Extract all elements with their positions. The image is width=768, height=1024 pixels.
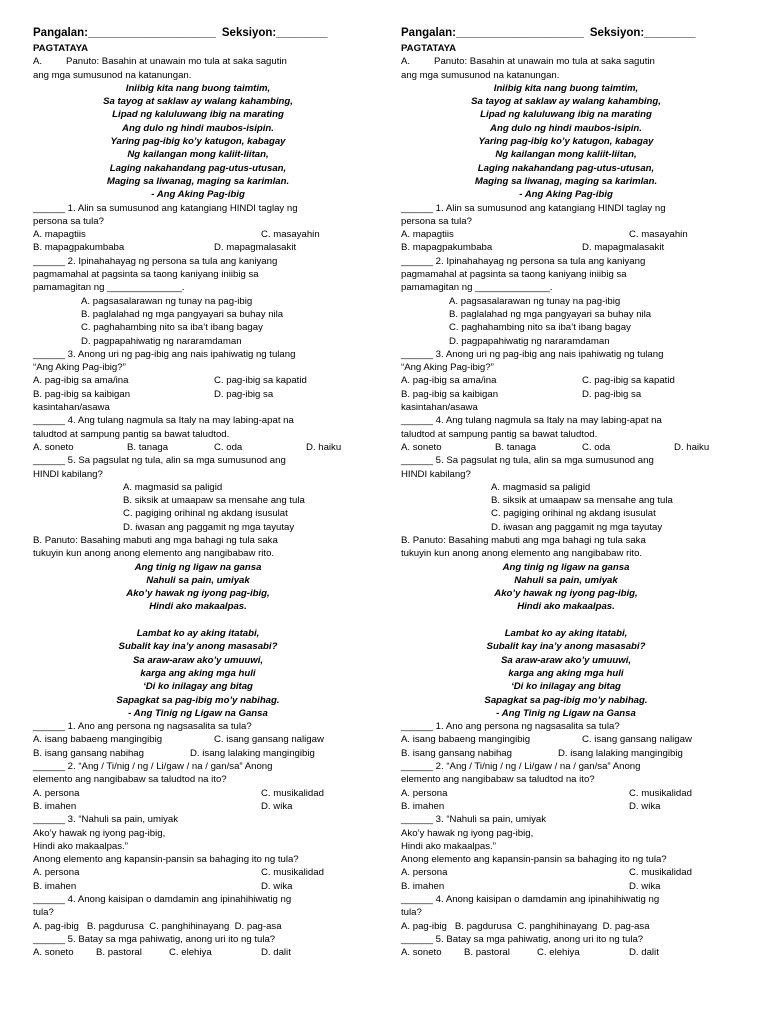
poem-line: Yaring pag-ibig ko’y katugon, kabagay (110, 136, 286, 148)
choice-b: B. pastoral (464, 947, 510, 959)
name-label: Pangalan: (33, 27, 88, 39)
poem-line: Hindi ako makaalpas. (517, 601, 615, 613)
partA-question-2 (401, 255, 731, 348)
question-text: ______ 1. Ano ang persona ng nagsasalita sa tula? (401, 721, 620, 733)
partA-question-4 (33, 414, 363, 454)
choice-a: A. mapagtiis (33, 229, 86, 241)
choice-b: B. imahen (33, 800, 77, 812)
poem-line: Iniibig kita nang buong taimtim, (125, 82, 271, 94)
partB-question-5 (401, 933, 731, 960)
question-text: tula? (401, 907, 422, 919)
poem-line: Sapagkat sa pag-ibig mo’y nabihag. (484, 694, 648, 706)
question-text: HINDI kabilang? (401, 468, 471, 480)
choice-b: B. paglalahad ng mga pangyayari sa buhay nila (449, 308, 652, 320)
question-text: ______ 3. Anong uri ng pag-ibig ang nais ipahiwatig ng tulang (401, 348, 664, 360)
poem-line: Sa tayog at saklaw ay walang kahambing, (103, 96, 293, 108)
choice-d: D. mapagmalasakit (582, 242, 665, 254)
choice-c: C. elehiya (169, 947, 212, 959)
partB-question-1 (33, 720, 363, 760)
partA-question-5 (401, 454, 731, 534)
poem-line: Lambat ko ay aking itatabi, (136, 628, 260, 640)
choice-b: B. imahen (33, 880, 77, 892)
choice-c: C. pag-ibig sa kapatid (214, 375, 307, 387)
choice-a: A. pagsasalarawan ng tunay na pag-ibig (81, 295, 253, 307)
choice-b: B. pag-ibig sa kaibigan (33, 388, 131, 400)
poem-line: Sapagkat sa pag-ibig mo’y nabihag. (116, 694, 280, 706)
partA-instruction-2: ang mga sumusunod na katanungan. (401, 69, 560, 81)
question-text: Anong elemento ang kapansin-pansin sa bahaging ito ng tula? (401, 854, 667, 866)
choice-b: B. imahen (401, 880, 445, 892)
partA-instruction-1: A. Panuto: Basahin at unawain mo tula at saka sagutin (33, 56, 287, 68)
choice-a: A. mapagtiis (401, 229, 454, 241)
choice-c: C. oda (582, 441, 611, 453)
choice-d: D. iwasan ang paggamit ng mga tayutay (123, 521, 295, 533)
choice-d: D. wika (629, 800, 661, 812)
question-text: ______ 2. “Ang / Ti/nig / ng / Li/gaw / na / gan/sa” Anong (401, 761, 641, 773)
choice-b: B. tanaga (495, 441, 537, 453)
choice-a: A. persona (401, 787, 448, 799)
partA-question-3 (33, 348, 363, 414)
question-text: “Ang Aking Pag-ibig?” (401, 362, 494, 374)
poem-line: Yaring pag-ibig ko’y katugon, kabagay (478, 136, 654, 148)
poem-line: Nahuli sa pain, umiyak (514, 574, 618, 586)
poem-line: Ang dulo ng hindi maubos-isipin. (490, 122, 642, 134)
question-text: tula? (33, 907, 54, 919)
partA-question-1 (401, 202, 731, 255)
choice-b: B. mapagpakumbaba (401, 242, 493, 254)
poem-line: Nahuli sa pain, umiyak (146, 574, 250, 586)
question-text: ______ 1. Alin sa sumusunod ang katangiang HINDI taglay ng (33, 202, 298, 214)
poem-line: Maging sa liwanag, maging sa karimlan. (474, 175, 658, 187)
question-text: ______ 5. Batay sa mga pahiwatig, anong uri ito ng tula? (33, 933, 276, 945)
choice-c: C. musikalidad (261, 787, 324, 799)
partB-instruction-1: B. Panuto: Basahing mabuti ang mga bahagi ng tula saka (33, 534, 278, 546)
partB-question-4 (401, 893, 731, 933)
partB-question-2 (401, 760, 731, 813)
poem-line: Ang tinig ng ligaw na gansa (502, 561, 630, 573)
choice-a: A. pag-ibig sa ama/ina (401, 375, 497, 387)
poem-line: Maging sa liwanag, maging sa karimlan. (106, 175, 290, 187)
poem-line: Ang dulo ng hindi maubos-isipin. (122, 122, 274, 134)
choice-b: B. isang gansang nabihag (401, 747, 512, 759)
choices-row: A. pag-ibig B. pagdurusa C. panghihinayang D. pag-asa (33, 920, 282, 932)
choice-d: D. dalit (261, 947, 291, 959)
stanza-gap (33, 614, 363, 627)
choice-b: B. mapagpakumbaba (33, 242, 125, 254)
choice-c: C. elehiya (537, 947, 580, 959)
partA-question-3 (401, 348, 731, 414)
poem-line: karga ang aking mga huli (140, 667, 256, 679)
partB-instruction-1: B. Panuto: Basahing mabuti ang mga bahagi ng tula saka (401, 534, 646, 546)
choice-a: A. isang babaeng mangingibig (401, 734, 531, 746)
choice-b: B. pag-ibig sa kaibigan (401, 388, 499, 400)
choice-b: B. siksik at umaapaw sa mensahe ang tula (491, 495, 673, 507)
poem-line: Sa araw-araw ako’y umuuwi, (500, 654, 632, 666)
partA-instruction-2: ang mga sumusunod na katanungan. (33, 69, 192, 81)
choice-a: A. persona (401, 867, 448, 879)
poem-line: Sa araw-araw ako’y umuuwi, (132, 654, 264, 666)
choice-d-continued: kasintahan/asawa (33, 402, 110, 414)
question-text: pamamagitan ng ______________. (33, 282, 185, 294)
name-blank: ____________________ (87, 27, 216, 39)
question-text: ______ 3. “Nahuli sa pain, umiyak (33, 814, 179, 826)
worksheet-column-right (401, 26, 731, 959)
choice-c: C. paghahambing nito sa iba’t ibang bagay (81, 322, 263, 334)
choice-a: A. persona (33, 867, 80, 879)
partB-question-5 (33, 933, 363, 960)
question-text: Hindi ako makaalpas.” (33, 840, 128, 852)
choice-b: B. imahen (401, 800, 445, 812)
choice-c: C. musikalidad (261, 867, 324, 879)
question-text: ______ 5. Batay sa mga pahiwatig, anong uri ito ng tula? (401, 933, 644, 945)
choice-d: D. isang lalaking mangingibig (190, 747, 315, 759)
partB-question-3 (401, 813, 731, 893)
choices-row: A. pag-ibig B. pagdurusa C. panghihinayang D. pag-asa (401, 920, 650, 932)
question-text: ______ 4. Anong kaisipan o damdamin ang ipinahihiwatig ng (401, 894, 660, 905)
choice-d: D. isang lalaking mangingibig (558, 747, 683, 759)
choice-d: D. haiku (674, 441, 710, 453)
choice-b: B. pastoral (96, 947, 142, 959)
question-text: ______ 5. Sa pagsulat ng tula, alin sa mga sumusunod ang (401, 455, 654, 467)
choice-d: D. wika (261, 800, 293, 812)
choice-b: B. paglalahad ng mga pangyayari sa buhay nila (81, 308, 284, 320)
poem-line: Lambat ko ay aking itatabi, (504, 628, 628, 640)
header-line (401, 26, 731, 41)
partB-question-4 (33, 893, 363, 933)
choice-a: A. soneto (401, 441, 442, 453)
choice-c: C. oda (214, 441, 243, 453)
choice-a: A. soneto (401, 947, 442, 959)
question-text: “Ang Aking Pag-ibig?” (33, 362, 126, 374)
poem-line: Ng kailangan mong kaliit-liitan, (127, 149, 269, 161)
section-label: Seksiyon: (589, 27, 645, 39)
question-text: elemento ang nangibabaw sa taludtod na ito? (33, 774, 227, 786)
partB-instruction-2: tukuyin kun anong anong elemento ang nangibabaw rito. (33, 548, 275, 560)
partA-instruction-1: A. Panuto: Basahin at unawain mo tula at saka sagutin (401, 56, 655, 68)
partB-stanza-1 (401, 561, 731, 614)
choice-d: D. pag-ibig sa (214, 388, 274, 400)
question-text: pagmamahal at pagsinta sa taong kaniyang iniibig sa (33, 269, 259, 281)
choice-d: D. iwasan ang paggamit ng mga tayutay (491, 521, 663, 533)
choice-b: B. isang gansang nabihag (33, 747, 144, 759)
choice-d: D. pagpapahiwatig ng nararamdaman (81, 335, 242, 347)
choice-b: B. siksik at umaapaw sa mensahe ang tula (123, 495, 305, 507)
poem-line: ‘Di ko inilagay ang bitag (511, 681, 621, 693)
partA-poem (401, 82, 731, 202)
stanza-gap (401, 614, 731, 627)
question-text: ______ 3. Anong uri ng pag-ibig ang nais ipahiwatig ng tulang (33, 348, 296, 360)
question-text: ______ 4. Ang tulang nagmula sa Italy na may labing-apat na (401, 415, 662, 427)
question-text: ______ 1. Ano ang persona ng nagsasalita sa tula? (33, 721, 252, 733)
page-title: PAGTATAYA (401, 43, 457, 54)
choice-a: A. soneto (33, 441, 74, 453)
poem-line: Ako’y hawak ng iyong pag-ibig, (126, 588, 270, 600)
choice-d: D. wika (261, 880, 293, 892)
poem-line: karga ang aking mga huli (508, 667, 624, 679)
poem-line: Lipad ng kaluluwang ibig na marating (480, 109, 652, 121)
question-text: ______ 4. Ang tulang nagmula sa Italy na may labing-apat na (33, 415, 294, 427)
poem-title: - Ang Aking Pag-ibig (151, 189, 245, 201)
choice-c: C. pagiging orihinal ng akdang isusulat (491, 508, 656, 520)
page-title: PAGTATAYA (33, 43, 89, 54)
choice-a: A. persona (33, 787, 80, 799)
poem-line: ‘Di ko inilagay ang bitag (143, 681, 253, 693)
question-text: Anong elemento ang kapansin-pansin sa bahaging ito ng tula? (33, 854, 299, 866)
choice-a: A. magmasid sa paligid (123, 481, 223, 493)
choice-b: B. tanaga (127, 441, 169, 453)
choice-c: C. isang gansang naligaw (582, 734, 692, 746)
name-label: Pangalan: (401, 27, 456, 39)
choice-d: D. haiku (306, 441, 342, 453)
section-label: Seksiyon: (221, 27, 277, 39)
partB-question-1 (401, 720, 731, 760)
question-text: persona sa tula? (401, 215, 472, 227)
choice-d: D. pagpapahiwatig ng nararamdaman (449, 335, 610, 347)
question-text: ______ 4. Anong kaisipan o damdamin ang ipinahihiwatig ng (33, 894, 292, 905)
choice-d-continued: kasintahan/asawa (401, 402, 478, 414)
poem-line: Lipad ng kaluluwang ibig na marating (112, 109, 284, 121)
question-text: pamamagitan ng ______________. (401, 282, 553, 294)
question-text: persona sa tula? (33, 215, 104, 227)
poem-line: Iniibig kita nang buong taimtim, (493, 82, 639, 94)
question-text: Ako’y hawak ng iyong pag-ibig, (33, 827, 166, 839)
partB-instruction-2: tukuyin kun anong anong elemento ang nangibabaw rito. (401, 548, 643, 560)
partB-stanza-2 (401, 627, 731, 720)
poem-line: Sa tayog at saklaw ay walang kahambing, (471, 96, 661, 108)
choice-c: C. pagiging orihinal ng akdang isusulat (123, 508, 288, 520)
question-text: Hindi ako makaalpas.” (401, 840, 496, 852)
partA-question-1 (33, 202, 363, 255)
question-text: elemento ang nangibabaw sa taludtod na ito? (401, 774, 595, 786)
question-text: ______ 2. “Ang / Ti/nig / ng / Li/gaw / na / gan/sa” Anong (33, 761, 273, 773)
choice-d: D. wika (629, 880, 661, 892)
choice-a: A. pagsasalarawan ng tunay na pag-ibig (449, 295, 621, 307)
choice-a: A. isang babaeng mangingibig (33, 734, 163, 746)
choice-a: A. soneto (33, 947, 74, 959)
question-text: HINDI kabilang? (33, 468, 103, 480)
choice-d: D. mapagmalasakit (214, 242, 297, 254)
partB-stanza-2 (33, 627, 363, 720)
poem-title: - Ang Tinig ng Ligaw na Gansa (496, 707, 636, 719)
choice-d: D. dalit (629, 947, 659, 959)
worksheet-column-left (33, 26, 363, 959)
poem-title: - Ang Tinig ng Ligaw na Gansa (128, 707, 268, 719)
question-text: ______ 2. Ipinahahayag ng persona sa tula ang kaniyang (33, 255, 278, 267)
choice-a: A. magmasid sa paligid (491, 481, 591, 493)
partA-question-2 (33, 255, 363, 348)
choice-c: C. paghahambing nito sa iba’t ibang bagay (449, 322, 631, 334)
question-text: Ako’y hawak ng iyong pag-ibig, (401, 827, 534, 839)
partA-question-5 (33, 454, 363, 534)
partB-question-3 (33, 813, 363, 893)
choice-c: C. musikalidad (629, 867, 692, 879)
poem-line: Ako’y hawak ng iyong pag-ibig, (494, 588, 638, 600)
poem-line: Ng kailangan mong kaliit-liitan, (495, 149, 637, 161)
question-text: ______ 5. Sa pagsulat ng tula, alin sa mga sumusunod ang (33, 455, 286, 467)
choice-c: C. masayahin (629, 229, 688, 241)
choice-c: C. masayahin (261, 229, 320, 241)
question-text: ______ 2. Ipinahahayag ng persona sa tula ang kaniyang (401, 255, 646, 267)
choice-c: C. musikalidad (629, 787, 692, 799)
poem-line: Ang tinig ng ligaw na gansa (134, 561, 262, 573)
partB-stanza-1 (33, 561, 363, 614)
partA-poem (33, 82, 363, 202)
poem-line: Subalit kay ina’y anong masasabi? (486, 641, 646, 653)
section-blank: ________ (644, 27, 696, 39)
question-text: ______ 3. “Nahuli sa pain, umiyak (401, 814, 547, 826)
poem-line: Hindi ako makaalpas. (149, 601, 247, 613)
choice-c: C. pag-ibig sa kapatid (582, 375, 675, 387)
question-text: taludtod at sampung pantig sa bawat taludtod. (33, 428, 230, 440)
partA-question-4 (401, 414, 731, 454)
poem-title: - Ang Aking Pag-ibig (519, 189, 613, 201)
partB-question-2 (33, 760, 363, 813)
choice-a: A. pag-ibig sa ama/ina (33, 375, 129, 387)
poem-line: Laging nakahandang pag-utus-utusan, (477, 162, 655, 174)
question-text: taludtod at sampung pantig sa bawat taludtod. (401, 428, 598, 440)
poem-line: Laging nakahandang pag-utus-utusan, (109, 162, 287, 174)
question-text: pagmamahal at pagsinta sa taong kaniyang iniibig sa (401, 269, 627, 281)
header-line (33, 26, 363, 41)
choice-c: C. isang gansang naligaw (214, 734, 324, 746)
section-blank: ________ (276, 27, 328, 39)
poem-line: Subalit kay ina’y anong masasabi? (118, 641, 278, 653)
name-blank: ____________________ (455, 27, 584, 39)
choice-d: D. pag-ibig sa (582, 388, 642, 400)
question-text: ______ 1. Alin sa sumusunod ang katangiang HINDI taglay ng (401, 202, 666, 214)
